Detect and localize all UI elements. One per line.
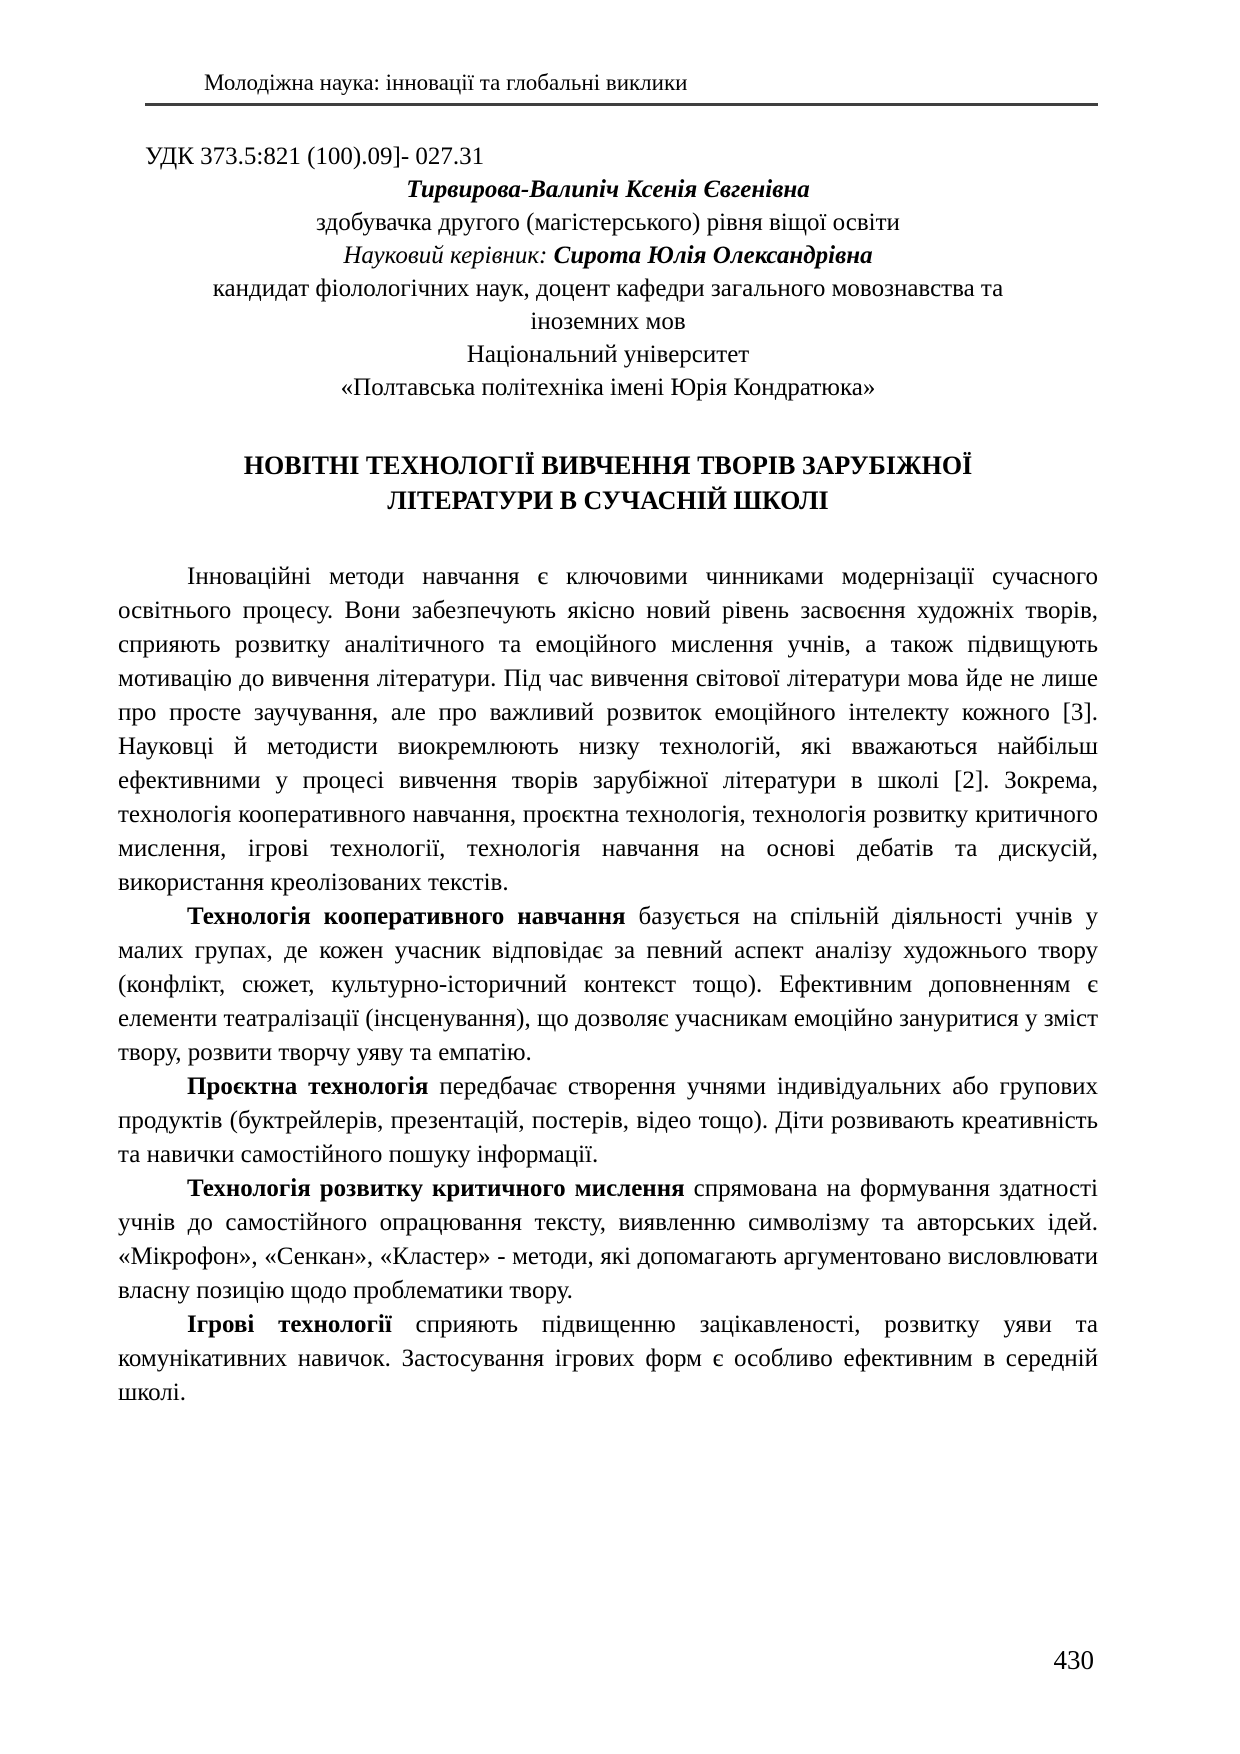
supervisor-line	[118, 239, 1098, 272]
supervisor-name: Сирота Юлія Олександрівна	[553, 242, 873, 269]
article-body	[118, 560, 1098, 1410]
article-paragraph	[118, 900, 1098, 1070]
udc-code: УДК 373.5:821 (100).09]- 027.31	[145, 143, 485, 170]
page-content	[118, 0, 1098, 1410]
article-paragraph	[118, 560, 1098, 900]
running-header: Молодіжна наука: інновації та глобальні виклики	[204, 70, 688, 95]
header-rule	[145, 103, 1098, 106]
supervisor-role-line-2: іноземних мов	[530, 308, 686, 335]
paragraph-text: Інноваційні методи навчання є ключовими чинниками модернізації сучасного освітнього процесу. Вони забезпечують якісно новий рівень засвоєння художніх творів, сприяють розвитку аналітичного та емоційного мислення учнів, а також підвищують мотивацію до вивчення літератури. Під час вивчення світової літератури мова йде не лише про просте заучування, але про важливий розвиток емоційного інтелекту кожного [3]. Науковці й методисти виокремлюють низку технологій, які вважаються найбільш ефективними у процесі вивчення творів зарубіжної літератури в школі [2]. Зокрема, технологія кооперативного навчання, проєктна технологія, технологія розвитку критичного мислення, ігрові технології, технологія навчання на основі дебатів та дискусій, використання креолізованих текстів.	[118, 563, 1098, 896]
article-title-line-1: НОВІТНІ ТЕХНОЛОГІЇ ВИВЧЕННЯ ТВОРІВ ЗАРУБІЖНОЇ	[243, 451, 973, 480]
paragraph-lead: Ігрові технології	[187, 1311, 392, 1338]
supervisor-role-line-1: кандидат фіолологічних наук, доцент кафедри загального мовознавства та	[212, 275, 1004, 302]
paragraph-text: сприяють підвищенню зацікавленості, розвитку уяви та комунікативних навичок. Застосування ігрових форм є особливо ефективним в середній школі.	[118, 1311, 1099, 1406]
article-paragraph	[118, 1172, 1098, 1308]
article-title-line-2: ЛІТЕРАТУРИ В СУЧАСНІЙ ШКОЛІ	[387, 486, 829, 515]
author-role: здобувачка другого (магістерського) рівня віщої освіти	[316, 209, 900, 236]
paragraph-lead: Технологія розвитку критичного мислення	[187, 1175, 685, 1202]
paragraph-text: передбачає створення учнями індивідуальних або групових продуктів (буктрейлерів, презентацій, постерів, відео тощо). Діти розвивають креативність та навички самостійного пошуку інформації.	[118, 1073, 1099, 1168]
affiliation-line-1: Національний університет	[466, 341, 750, 368]
author-block	[118, 173, 1098, 404]
article-paragraph	[118, 1308, 1098, 1410]
paragraph-lead: Проєктна технологія	[187, 1073, 429, 1100]
article-paragraph	[118, 1070, 1098, 1172]
author-name: Тирвирова-Валипіч Ксенія Євгенівна	[406, 176, 810, 203]
affiliation-line-2: «Полтавська політехніка імені Юрія Кондратюка»	[340, 374, 876, 401]
article-title	[118, 448, 1098, 518]
supervisor-label: Науковий керівник:	[343, 242, 554, 269]
paragraph-text: спрямована на формування здатності учнів до самостійного опрацювання тексту, виявленню символізму та авторських ідей. «Мікрофон», «Сенкан», «Кластер» - методи, які допомагають аргументовано висловлювати власну позицію щодо проблематики твору.	[118, 1175, 1098, 1304]
page-number: 430	[1053, 1645, 1094, 1675]
paragraph-text: базується на спільній діяльності учнів у малих групах, де кожен учасник відповідає за певний аспект аналізу художнього твору (конфлікт, сюжет, культурно-історичний контекст тощо). Ефективним доповненням є елементи театралізації (інсценування), що дозволяє учасникам емоційно зануритися у зміст твору, розвити творчу уяву та емпатію.	[118, 903, 1099, 1066]
paragraph-lead: Технологія кооперативного навчання	[187, 903, 626, 930]
